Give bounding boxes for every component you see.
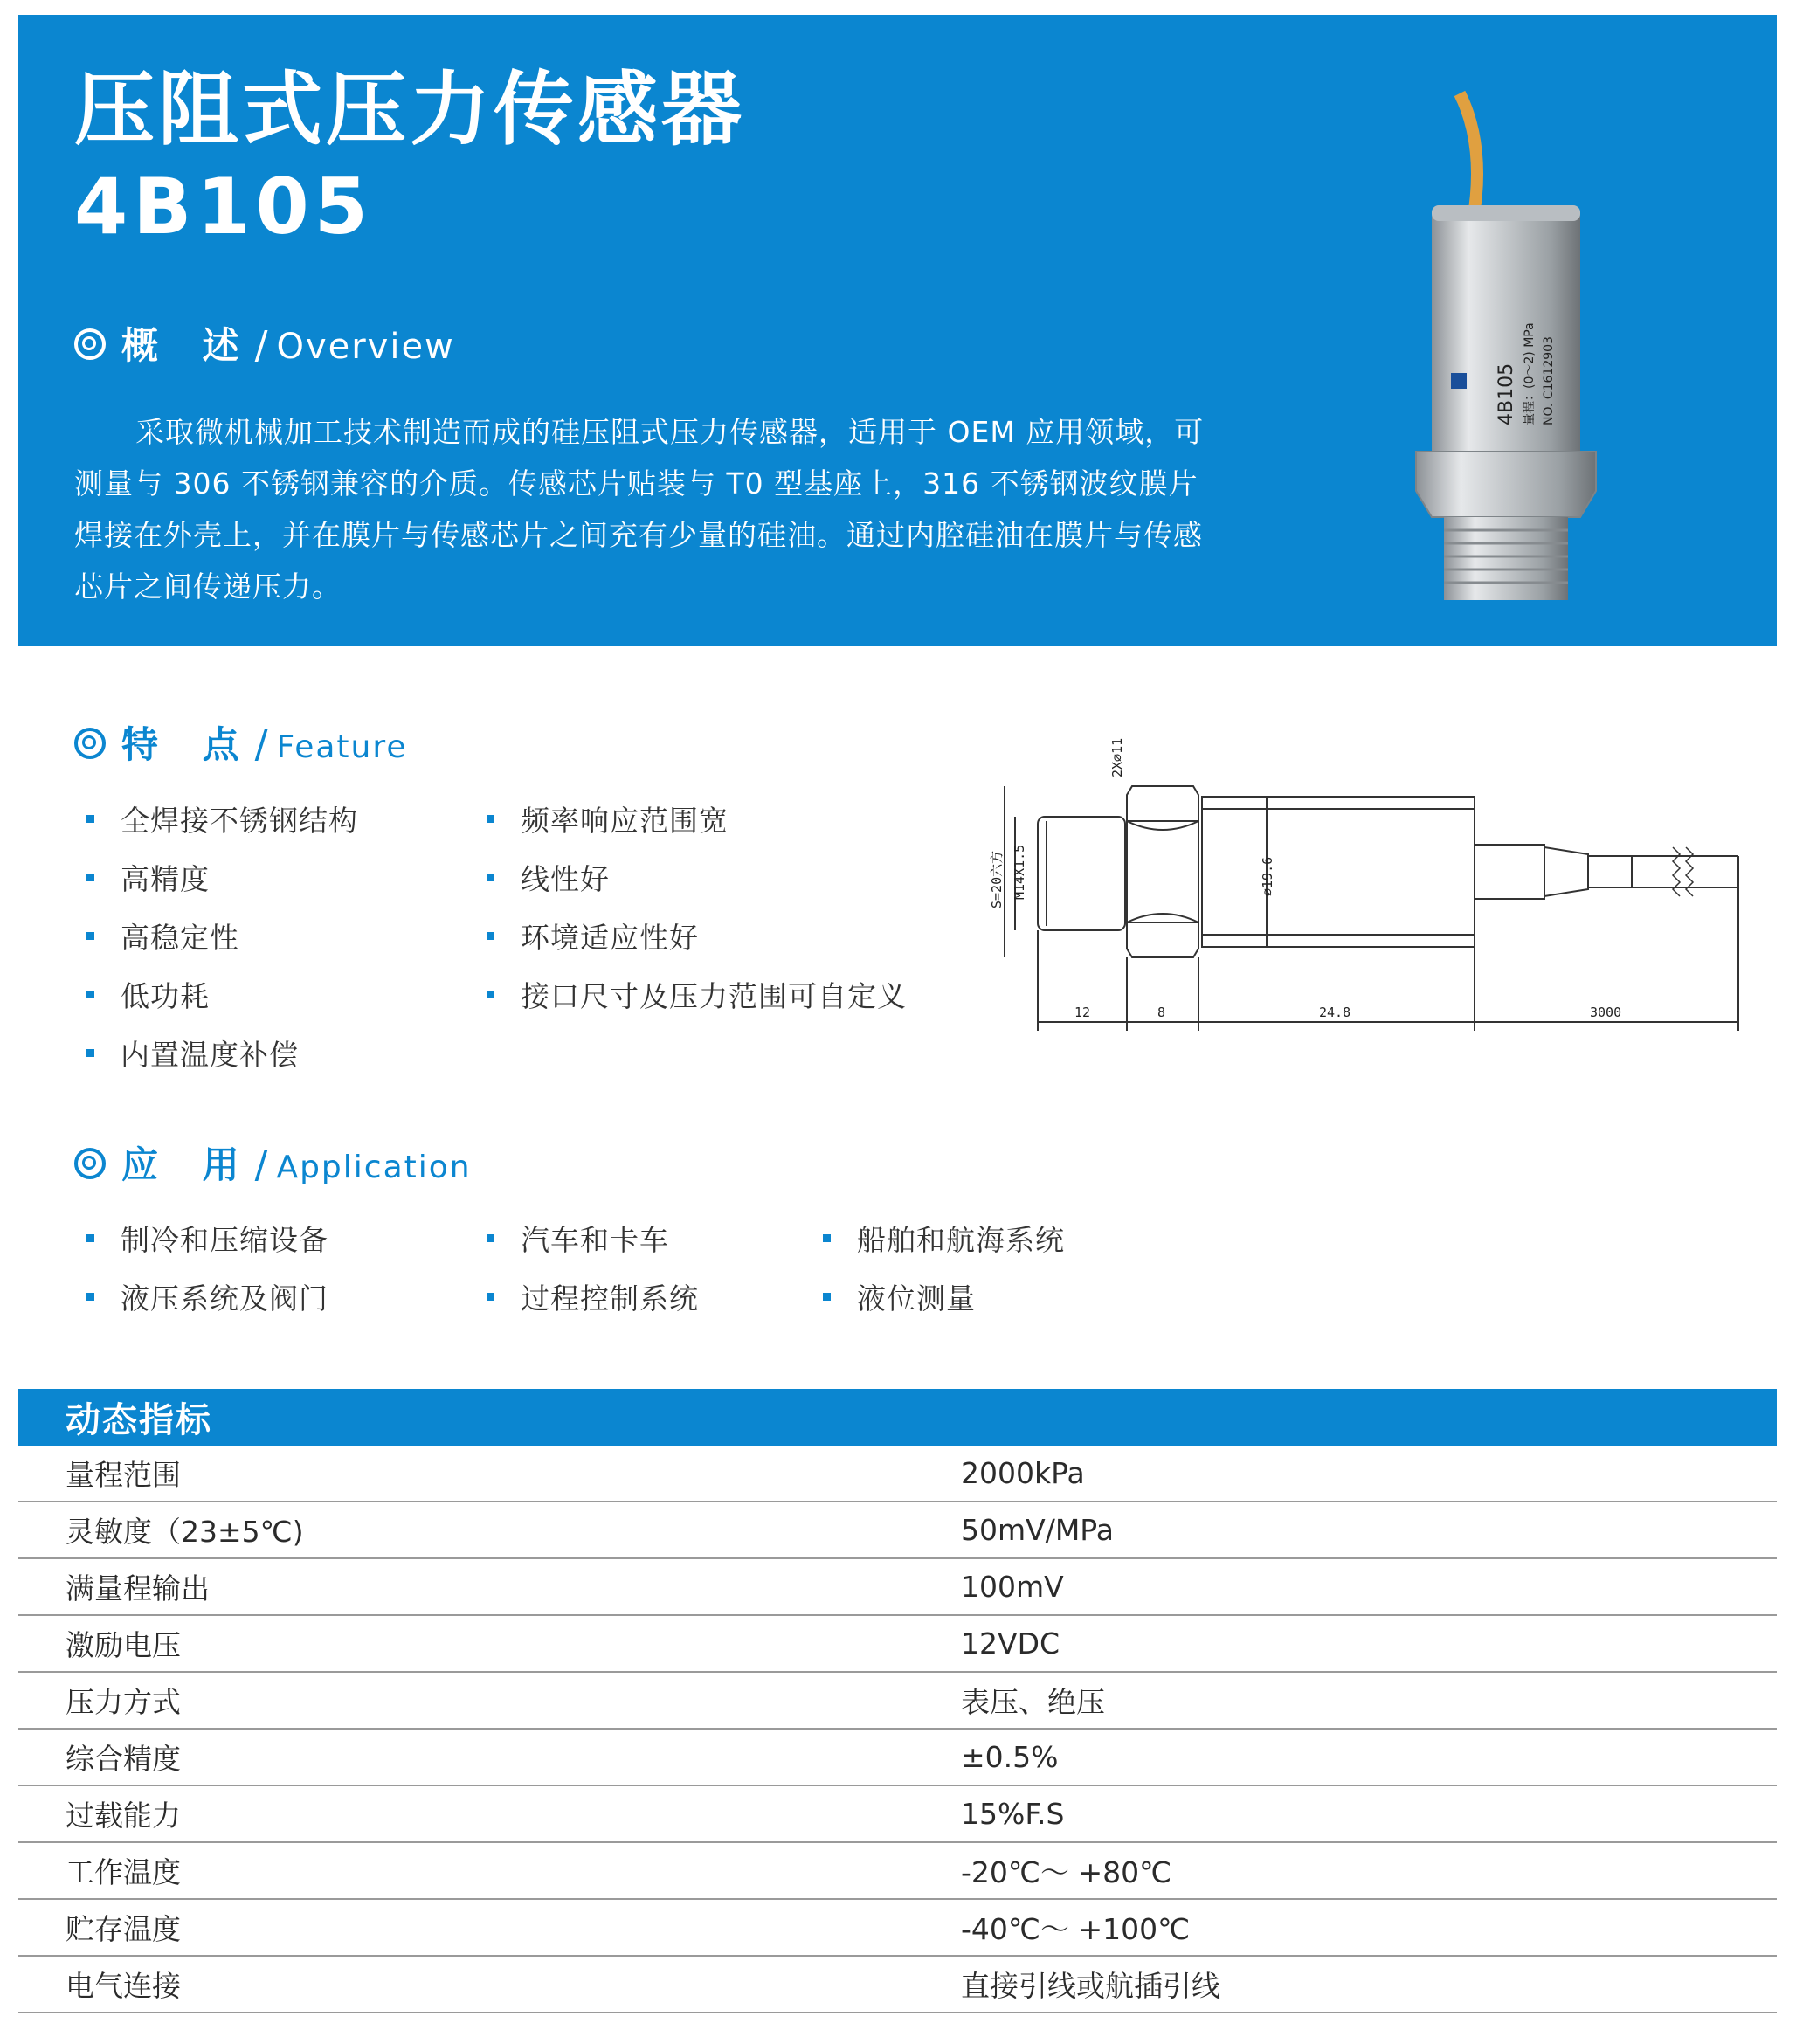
section-ring-icon <box>74 328 106 360</box>
dynamic-spec-header: 动态指标 <box>18 1389 1777 1446</box>
feature-list-col2 <box>474 790 907 1024</box>
dim-hex-size: S=20六方 <box>989 850 1005 908</box>
feature-heading: 特 点 / Feature <box>74 716 408 769</box>
label-model: 4B105 <box>1496 363 1517 425</box>
table-row: 电气连接 直接引线或航插引线 <box>18 1956 1777 2013</box>
page-title: 压阻式压力传感器 <box>74 63 746 156</box>
list-item: 制冷和压缩设备 <box>74 1209 328 1267</box>
list-item: 线性好 <box>474 848 907 907</box>
list-item: 船舶和航海系统 <box>811 1209 1065 1267</box>
table-row: 贮存温度 -40℃～ +100℃ <box>18 1899 1777 1956</box>
section-ring-icon <box>74 728 106 759</box>
application-list-col2 <box>474 1209 699 1326</box>
table-row: 综合精度 ±0.5% <box>18 1729 1777 1785</box>
table-row: 过载能力 15%F.S <box>18 1785 1777 1842</box>
table-row: 量程范围 2000kPa <box>18 1446 1777 1502</box>
list-item: 液位测量 <box>811 1267 1065 1326</box>
application-list-col1 <box>74 1209 328 1326</box>
dim-thread: M14X1.5 <box>1012 844 1027 900</box>
table-row: 灵敏度（23±5℃) 50mV/MPa <box>18 1502 1777 1558</box>
label-serial: NO. C1612903 <box>1542 336 1556 425</box>
section-ring-icon <box>74 1148 106 1179</box>
dim-length-body: 24.8 <box>1319 1005 1351 1020</box>
list-item: 低功耗 <box>74 965 358 1024</box>
table-row: 工作温度 -20℃～ +80℃ <box>18 1842 1777 1899</box>
table-row: 激励电压 12VDC <box>18 1615 1777 1672</box>
table-row: 满量程输出 100mV <box>18 1558 1777 1615</box>
application-heading: 应 用 / Application <box>74 1136 472 1189</box>
list-item: 频率响应范围宽 <box>474 790 907 848</box>
sensor-product-image <box>1399 76 1617 618</box>
dim-body-dia: ⌀19.6 <box>1260 856 1275 896</box>
overview-heading: 概 述 / Overview <box>74 317 455 369</box>
list-item: 高精度 <box>74 848 358 907</box>
dim-length-thread: 12 <box>1074 1005 1091 1020</box>
table-row: 压力方式 表压、绝压 <box>18 1672 1777 1729</box>
list-item: 全焊接不锈钢结构 <box>74 790 358 848</box>
model-number: 4B105 <box>74 162 373 252</box>
application-list-col3 <box>811 1209 1065 1326</box>
list-item: 高稳定性 <box>74 907 358 965</box>
list-item: 汽车和卡车 <box>474 1209 699 1267</box>
list-item: 环境适应性好 <box>474 907 907 965</box>
dim-length-hex: 8 <box>1157 1005 1166 1020</box>
list-item: 过程控制系统 <box>474 1267 699 1326</box>
overview-text: 采取微机械加工技术制造而成的硅压阻式压力传感器，适用于 OEM 应用领域，可测量与 306 不锈钢兼容的介质。传感芯片贴装与 T0 型基座上，316 不锈钢波纹膜片焊接在外壳上，并在膜片与传感芯片之间充有少量的硅油。通过内腔硅油在膜片与传感芯片之间传递压力。 <box>74 415 1205 604</box>
feature-list-col1 <box>74 790 358 1082</box>
dim-hex-dia: 2X⌀11 <box>1109 737 1125 777</box>
spec-table <box>18 1446 1777 2013</box>
label-range: 量程：(0～2) MPa <box>1523 322 1537 425</box>
hero-banner <box>18 15 1777 646</box>
list-item: 液压系统及阀门 <box>74 1267 328 1326</box>
dim-length-cable: 3000 <box>1590 1005 1622 1020</box>
dimension-drawing <box>978 725 1747 1039</box>
list-item: 接口尺寸及压力范围可自定义 <box>474 965 907 1024</box>
brand-logo-icon <box>1451 373 1467 389</box>
list-item: 内置温度补偿 <box>74 1024 358 1082</box>
